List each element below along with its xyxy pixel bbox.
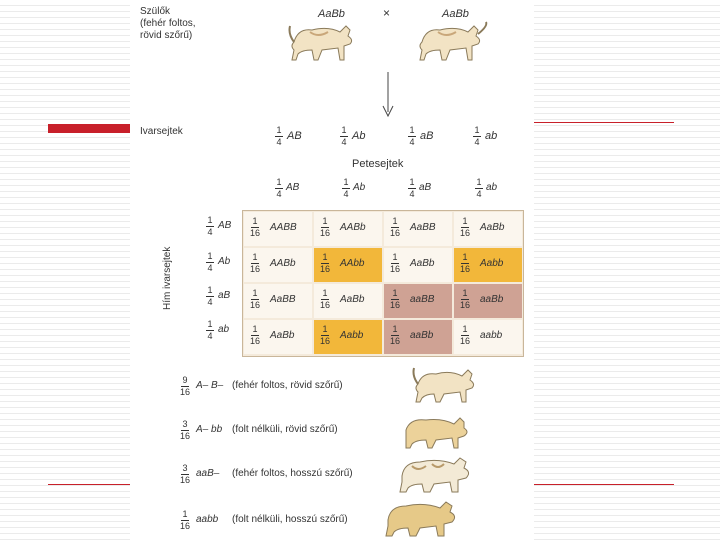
parent-cat-left-image [288,20,364,64]
punnett-cell [454,284,522,318]
ratio-fraction: 9 16 [180,375,191,397]
punnett-cell [244,248,312,282]
accent-rule-top-left [48,124,132,133]
male-genotype-1: AB [218,220,232,231]
punnett-cell [454,320,522,354]
cross-symbol: × [383,6,391,20]
cell-fraction: 1 16 [320,288,331,310]
male-fraction-4: 1 4 [207,319,213,341]
cell-fraction: 1 16 [460,216,471,238]
cell-genotype: AAbb [340,258,365,269]
ratio-genotype: A– B– [196,380,224,391]
egg-genotype-2: Ab [353,182,366,193]
gamete-genotype-3: aB [420,130,434,142]
offspring-cat-1-image [412,364,482,406]
ratio-fraction: 1 16 [180,509,191,531]
punnett-cell [244,284,312,318]
male-fraction-2: 1 4 [207,251,213,273]
gamete-fraction-1: 1 4 [276,125,282,147]
ratio-description: (folt nélküli, rövid szőrű) [232,424,338,435]
cell-fraction: 1 16 [250,324,261,346]
cell-fraction: 1 16 [460,288,471,310]
ratio-description: (fehér foltos, hosszú szőrű) [232,468,353,479]
punnett-cell [244,320,312,354]
punnett-cell [314,320,382,354]
cell-genotype: AaBb [410,258,435,269]
punnett-cell [454,248,522,282]
cell-genotype: AaBB [410,222,436,233]
punnett-cell [384,284,452,318]
cell-fraction: 1 16 [250,216,261,238]
egg-genotype-4: ab [486,182,498,193]
ratio-fraction: 3 16 [180,419,191,441]
gamete-genotype-2: Ab [352,130,366,142]
offspring-cat-2-image [402,410,478,450]
punnett-cell [454,212,522,246]
punnett-cell [244,212,312,246]
punnett-cell [384,212,452,246]
cell-fraction: 1 16 [390,324,401,346]
cell-fraction: 1 16 [390,252,401,274]
parent-right-genotype: AaBb [442,8,469,20]
cell-genotype: aaBb [480,294,504,305]
male-genotype-3: aB [218,290,231,301]
egg-fraction-3: 1 4 [409,177,415,199]
cell-fraction: 1 16 [460,324,471,346]
down-arrow-icon [382,72,394,123]
cell-genotype: AABb [270,258,296,269]
cell-genotype: AaBB [270,294,296,305]
punnett-square [242,210,524,357]
cell-genotype: aabb [480,330,503,341]
cell-genotype: AaBb [270,330,295,341]
egg-fraction-2: 1 4 [343,177,349,199]
gamete-genotype-1: AB [287,130,302,142]
cell-genotype: AaBb [340,294,365,305]
gamete-genotype-4: ab [485,130,498,142]
cell-fraction: 1 16 [320,252,331,274]
gametes-label: Ivarsejtek [140,126,183,137]
cell-fraction: 1 16 [250,252,261,274]
offspring-cat-4-image [384,498,464,538]
male-gametes-label: Hím ivarsejtek [162,246,173,310]
male-fraction-3: 1 4 [207,285,213,307]
ratio-description: (folt nélküli, hosszú szőrű) [232,514,348,525]
ratio-genotype: aabb [196,514,219,525]
punnett-cell [384,320,452,354]
egg-cells-label: Petesejtek [352,158,404,170]
egg-fraction-4: 1 4 [476,177,482,199]
punnett-cell [384,248,452,282]
punnett-cell [314,248,382,282]
accent-rule-bottom-right [534,484,674,485]
cell-genotype: aaBb [410,330,434,341]
gamete-fraction-4: 1 4 [474,125,480,147]
cell-fraction: 1 16 [390,288,401,310]
punnett-cell [314,212,382,246]
accent-rule-bottom-left [48,484,132,485]
cell-genotype: aaBB [410,294,435,305]
egg-fraction-1: 1 4 [276,177,282,199]
cell-fraction: 1 16 [460,252,471,274]
cell-genotype: Aabb [480,258,504,269]
egg-genotype-1: AB [286,182,300,193]
egg-genotype-3: aB [419,182,432,193]
punnett-cell [314,284,382,318]
cell-fraction: 1 16 [320,324,331,346]
cell-genotype: AABB [270,222,297,233]
ratio-genotype: aaB– [196,468,220,479]
offspring-cat-3-image [398,454,478,494]
parent-left-genotype: AaBb [318,8,345,20]
parents-label-line-2: (fehér foltos, [140,18,196,29]
cell-fraction: 1 16 [250,288,261,310]
male-genotype-4: ab [218,324,230,335]
cell-fraction: 1 16 [390,216,401,238]
cell-genotype: AABb [340,222,366,233]
gamete-fraction-3: 1 4 [409,125,415,147]
gamete-fraction-2: 1 4 [341,125,347,147]
cell-fraction: 1 16 [320,216,331,238]
male-fraction-1: 1 4 [207,215,213,237]
accent-rule-top-right [534,122,674,123]
cell-genotype: Aabb [340,330,364,341]
parents-label-line-3: rövid szőrű) [140,30,193,41]
ratio-genotype: A– bb [196,424,223,435]
cell-genotype: AaBb [480,222,505,233]
male-genotype-2: Ab [218,256,231,267]
parent-cat-right-image [416,20,492,64]
ratio-fraction: 3 16 [180,463,191,485]
ratio-description: (fehér foltos, rövid szőrű) [232,380,343,391]
parents-label-line-1: Szülők [140,6,171,17]
